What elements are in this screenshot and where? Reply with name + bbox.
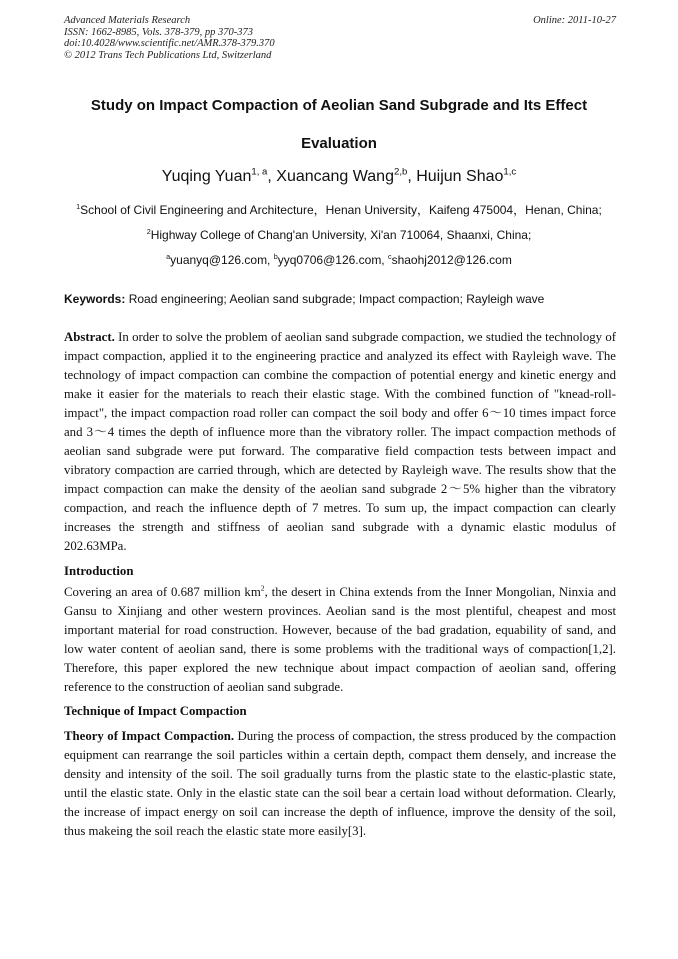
abstract-text: In order to solve the problem of aeolian sand subgrade compaction, we studied the technology of impact compaction, applied it to the engineering practice and analyzed its effect with Rayleigh wave. The technology of impact compaction can combine the compaction of potential energy and kinetic energy and make it easier for the materials to reach their elastic stage. With the combined function of "knead-roll-impact", the impact compaction road roller can compact the soil body and offer 6～10 times impact force and 3～4 times the depth of influence more than the vibratory roller. The impact compaction methods of aeolian sand subgrade were put forward. The comparative field compaction tests between impact and vibratory compaction are carried through, which are detected by Rayleigh wave. The results show that the impact compaction can make the density of the aeolian sand subgrade 2～5% higher than the vibratory compaction, and reach the influence depth of 7 metres. To sum up, the impact compaction can clearly increases the strength and stiffness of aeolian sand subgrade with a dynamic elastic modulus of 202.63MPa. xyxy=(64,330,616,553)
author-name: Yuqing Yuan xyxy=(161,168,252,185)
technique-paragraph xyxy=(64,727,616,841)
author-list xyxy=(40,167,638,187)
title-line-1: Study on Impact Compaction of Aeolian Sand Subgrade and Its Effect xyxy=(90,97,588,114)
keywords-text: Road engineering; Aeolian sand subgrade; Impact compaction; Rayleigh wave xyxy=(125,292,545,306)
author-sup: 1,c xyxy=(503,166,517,178)
intro-text-a: Covering an area of 0.687 million km xyxy=(64,585,261,599)
intro-text-b: , the desert in China extends from the Inner Mongolian, Ninxia and Gansu to Xinjiang and other western provinces. Aeolian sand is the most plentiful, cheapest and most important material for road construction. However, because of the bad gradation, equability of sand, and low water content of aeolian sand, there is some problems with the traditional ways of compaction[1,2]. Therefore, this paper explored the new technique about impact compaction of aeolian sand, offering reference to the construction of aeolian sand subgrade. xyxy=(64,585,616,694)
paper-title xyxy=(40,87,638,163)
affiliation-text: School of Civil Engineering and Architecture，Henan University，Kaifeng 475004，Henan, China; xyxy=(80,203,602,217)
abstract-label: Abstract. xyxy=(64,330,115,344)
author-name: Xuancang Wang xyxy=(276,168,394,185)
copyright-line: © 2012 Trans Tech Publications Ltd, Switzerland xyxy=(64,49,272,61)
author-separator: , xyxy=(407,168,417,185)
journal-name: Advanced Materials Research xyxy=(64,15,191,26)
author-separator: , xyxy=(267,168,277,185)
keywords-line xyxy=(64,291,616,307)
doi-line: doi:10.4028/www.scientific.net/AMR.378-379.370 xyxy=(64,38,275,49)
affiliation-sup: 2 xyxy=(146,227,151,236)
introduction-paragraph xyxy=(64,583,616,697)
email-sup: a xyxy=(166,252,171,261)
email-c: shaohj2012@126.com xyxy=(391,253,512,267)
journal-header xyxy=(64,15,616,61)
title-line-2: Evaluation xyxy=(301,135,377,152)
author-name: Huijun Shao xyxy=(416,168,504,185)
online-date: Online: 2011-10-27 xyxy=(533,15,616,26)
email-sup: b xyxy=(273,252,278,261)
email-a: yuanyq@126.com, xyxy=(170,253,274,267)
affiliation-sup: 1 xyxy=(76,202,81,211)
intro-sup: 2 xyxy=(260,583,265,593)
affiliation-text: Highway College of Chang'an University, Xi'an 710064, Shaanxi, China; xyxy=(150,228,532,242)
issn-line: ISSN: 1662-8985, Vols. 378-379, pp 370-373 xyxy=(64,26,253,38)
affiliation-1 xyxy=(40,202,638,218)
technique-lead: Theory of Impact Compaction. xyxy=(64,729,235,743)
introduction-heading: Introduction xyxy=(64,564,134,578)
author-sup: 2,b xyxy=(393,166,408,178)
technique-text: During the process of compaction, the stress produced by the compaction equipment can rearrange the soil particles within a certain depth, compact them densely, and increase the density and intensity of the soil. The soil gradually turns from the plastic state to the elastic-plastic state, until the elastic state. Only in the elastic state can the soil bear a certain load without deformation. Clearly, the increase of impact energy on soil can increase the depth of influence, improve the density of the soil, thus makeing the soil reach the elastic state more easily[3]. xyxy=(64,729,616,838)
affiliation-2 xyxy=(40,227,638,243)
keywords-label: Keywords: xyxy=(64,292,126,306)
email-sup: c xyxy=(387,252,392,261)
technique-heading: Technique of Impact Compaction xyxy=(64,704,247,718)
email-b: yyq0706@126.com, xyxy=(277,253,388,267)
abstract-paragraph xyxy=(64,328,616,556)
author-sup: 1, a xyxy=(251,166,268,178)
email-line xyxy=(40,252,638,268)
